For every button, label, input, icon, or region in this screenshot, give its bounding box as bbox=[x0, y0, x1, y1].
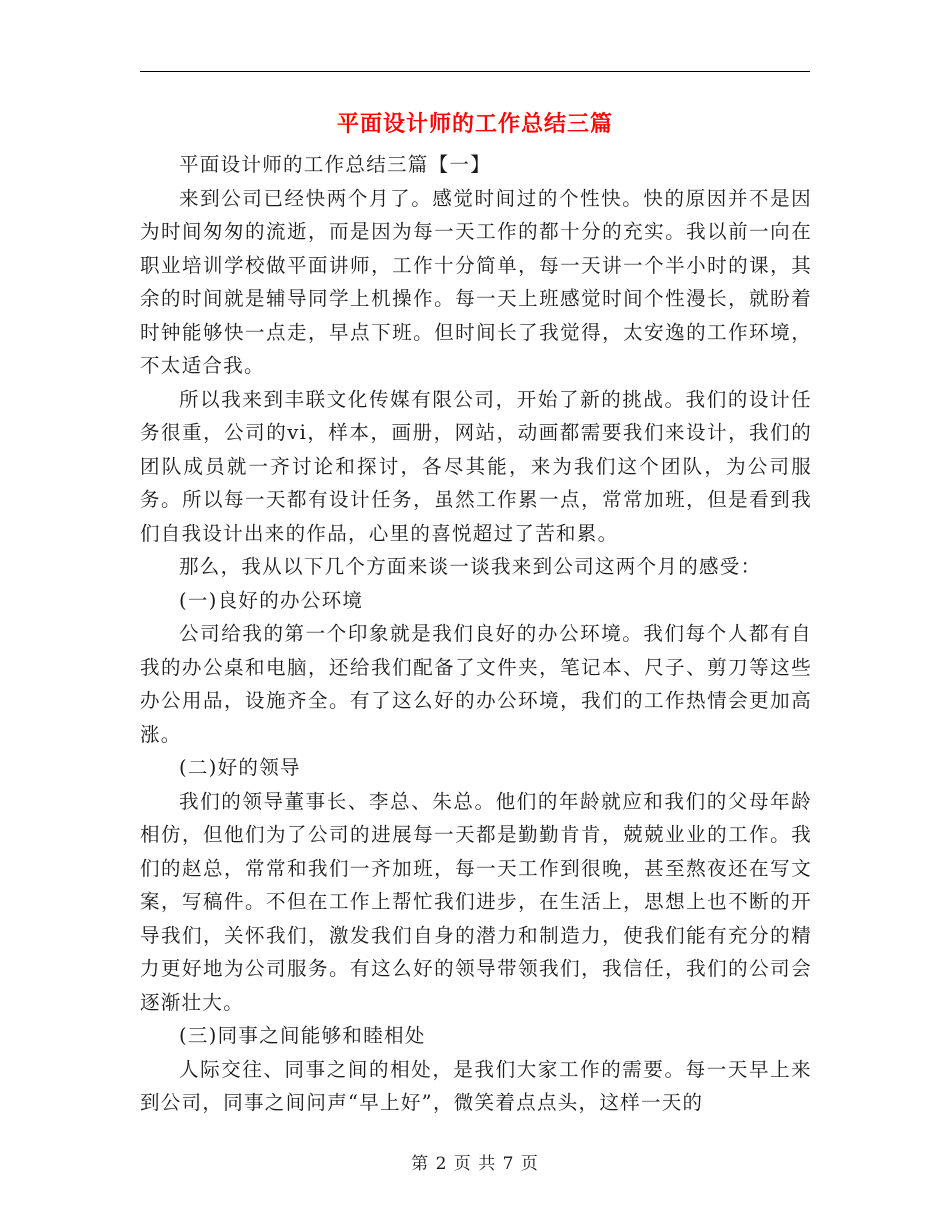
subheading: (一)良好的办公环境 bbox=[179, 588, 364, 612]
paragraph: 人际交往、同事之间的相处，是我们大家工作的需要。每一天早上来到公司，同事之间问声“早上好”，微笑着点点头，这样一天的 bbox=[140, 1057, 812, 1114]
paragraph: 那么，我从以下几个方面来谈一谈我来到公司这两个月的感受： bbox=[179, 555, 762, 578]
paragraph: 来到公司已经快两个月了。感觉时间过的个性快。快的原因并不是因为时间匆匆的流逝，而是因为每一天工作的都十分的充实。我以前一向在职业培训学校做平面讲师，工作十分简单，每一天讲一个半小时的课，其余的时间就是辅导同学上机操作。每一天上班感觉时间个性漫长，就盼着时钟能够快一点走，早点下班。但时间长了我觉得，太安逸的工作环境，不太适合我。 bbox=[140, 186, 812, 377]
section-heading: 平面设计师的工作总结三篇【一】 bbox=[179, 153, 492, 176]
paragraph: 我们的领导董事长、李总、朱总。他们的年龄就应和我们的父母年龄相仿，但他们为了公司的进展每一天都是勤勤肯肯，兢兢业业的工作。我们的赵总，常常和我们一齐加班，每一天工作到很晚，甚至熬夜还在写文案，写稿件。不但在工作上帮忙我们进步，在生活上，思想上也不断的开导我们，关怀我们，激发我们自身的潜力和制造力，使我们能有充分的精力更好地为公司服务。有这么好的领导带领我们，我信任，我们的公司会逐渐壮大。 bbox=[140, 789, 812, 1014]
document-body bbox=[140, 148, 812, 1120]
header-rule bbox=[140, 71, 810, 72]
paragraph: 公司给我的第一个印象就是我们良好的办公环境。我们每个人都有自我的办公桌和电脑，还给我们配备了文件夹，笔记本、尺子、剪刀等这些办公用品，设施齐全。有了这么好的办公环境，我们的工作热情会更加高涨。 bbox=[140, 622, 812, 746]
document-title: 平面设计师的工作总结三篇 bbox=[336, 111, 613, 137]
page-footer: 第 2 页 共 7 页 bbox=[411, 1154, 539, 1174]
paragraph: 所以我来到丰联文化传媒有限公司，开始了新的挑战。我们的设计任务很重，公司的vi，样本，画册，网站，动画都需要我们来设计，我们的团队成员就一齐讨论和探讨，各尽其能，来为我们这个团队，为公司服务。所以每一天都有设计任务，虽然工作累一点，常常加班，但是看到我们自我设计出来的作品，心里的喜悦超过了苦和累。 bbox=[140, 387, 812, 545]
subheading: (三)同事之间能够和睦相处 bbox=[179, 1024, 426, 1047]
subheading: (二)好的领导 bbox=[179, 756, 301, 779]
